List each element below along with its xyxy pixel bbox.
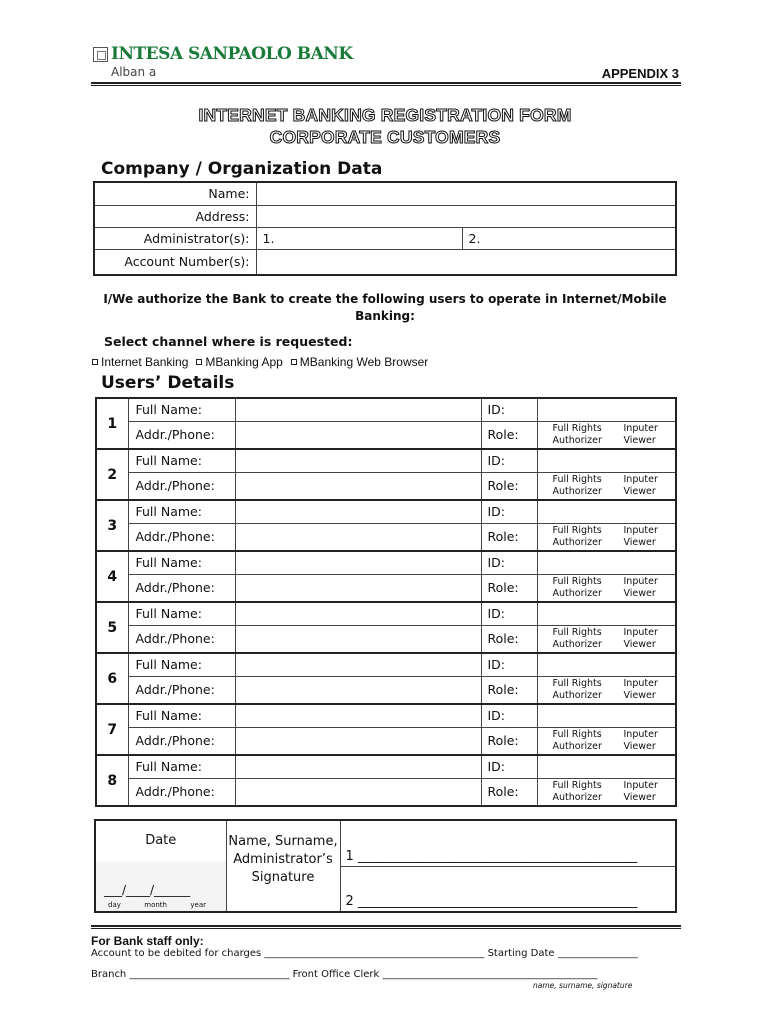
role-viewer[interactable]: Viewer: [623, 740, 656, 752]
signature-table: [94, 819, 677, 913]
addr-phone-label: Addr./Phone:: [128, 523, 235, 551]
user-addr-phone-field[interactable]: [235, 421, 481, 449]
role-authorizer[interactable]: Authorizer: [552, 689, 602, 701]
role-label: Role:: [481, 778, 537, 806]
signature-line-1[interactable]: 1 ___________________________________________: [340, 820, 676, 866]
id-label: ID:: [481, 602, 537, 625]
id-label: ID:: [481, 551, 537, 574]
user-number: 6: [96, 653, 128, 704]
role-inputer[interactable]: Inputer: [623, 525, 658, 537]
role-viewer[interactable]: Viewer: [623, 587, 656, 599]
role-options[interactable]: [537, 523, 676, 551]
role-grid: [538, 627, 676, 650]
checkbox-icon[interactable]: [291, 359, 297, 365]
user-full-name-field[interactable]: [235, 449, 481, 472]
role-full-rights[interactable]: Full Rights: [552, 423, 602, 435]
footer-divider: [91, 925, 681, 929]
user-addr-phone-field[interactable]: [235, 472, 481, 500]
company-address-field[interactable]: [256, 205, 676, 227]
date-cell[interactable]: [95, 820, 226, 912]
role-inputer[interactable]: Inputer: [623, 729, 658, 741]
role-full-rights[interactable]: Full Rights: [552, 525, 602, 537]
role-options[interactable]: [537, 778, 676, 806]
role-options[interactable]: [537, 727, 676, 755]
account-number-field[interactable]: [256, 249, 676, 275]
user-number: 4: [96, 551, 128, 602]
user-id-field[interactable]: [537, 551, 676, 574]
role-options[interactable]: [537, 421, 676, 449]
role-grid: [538, 423, 676, 446]
user-number: 3: [96, 500, 128, 551]
role-grid: [538, 576, 676, 599]
address-label: Address:: [94, 205, 256, 227]
user-addr-phone-field[interactable]: [235, 574, 481, 602]
user-addr-phone-field[interactable]: [235, 625, 481, 653]
role-viewer[interactable]: Viewer: [623, 536, 656, 548]
id-label: ID:: [481, 398, 537, 421]
role-full-rights[interactable]: Full Rights: [552, 729, 602, 741]
user-id-field[interactable]: [537, 398, 676, 421]
channel-label: Internet Banking: [101, 355, 189, 369]
channel-mbanking-app[interactable]: [196, 355, 282, 369]
authorize-text: I/We authorize the Bank to create the following users to operate in Internet/Mobile Banking:: [103, 292, 667, 323]
bank-subtitle: Alban a: [111, 65, 157, 79]
user-id-field[interactable]: [537, 653, 676, 676]
role-label: Role:: [481, 727, 537, 755]
full-name-label: Full Name:: [128, 551, 235, 574]
user-full-name-field[interactable]: [235, 500, 481, 523]
month-label: month: [144, 901, 167, 909]
administrator-2-field[interactable]: 2.: [462, 227, 676, 249]
user-full-name-field[interactable]: [235, 653, 481, 676]
role-grid: [538, 780, 676, 803]
user-number: 8: [96, 755, 128, 806]
role-inputer[interactable]: Inputer: [623, 627, 658, 639]
branch-clerk-line[interactable]: Branch ________________________________ Front Office Clerk ___________________________________________: [91, 969, 598, 980]
user-full-name-field[interactable]: [235, 398, 481, 421]
role-options[interactable]: [537, 625, 676, 653]
full-name-label: Full Name:: [128, 653, 235, 676]
date-line: ___/____/______: [104, 883, 191, 897]
user-id-field[interactable]: [537, 704, 676, 727]
addr-phone-label: Addr./Phone:: [128, 574, 235, 602]
id-label: ID:: [481, 704, 537, 727]
role-full-rights[interactable]: Full Rights: [552, 780, 602, 792]
charges-account-line[interactable]: Account to be debited for charges ____________________________________________ Starting Date ________________: [91, 948, 638, 959]
role-options[interactable]: [537, 676, 676, 704]
addr-phone-label: Addr./Phone:: [128, 472, 235, 500]
signature-line-2[interactable]: 2 ___________________________________________: [340, 866, 676, 912]
user-full-name-field[interactable]: [235, 755, 481, 778]
role-authorizer[interactable]: Authorizer: [552, 791, 602, 803]
role-grid: [538, 525, 676, 548]
user-addr-phone-field[interactable]: [235, 523, 481, 551]
form-title-line1: INTERNET BANKING REGISTRATION FORM: [198, 105, 572, 125]
bank-name: INTESA SANPAOLO BANK: [111, 44, 353, 64]
user-id-field[interactable]: [537, 602, 676, 625]
role-label: Role:: [481, 523, 537, 551]
bank-logo-icon: [93, 47, 108, 62]
role-options[interactable]: [537, 472, 676, 500]
addr-phone-label: Addr./Phone:: [128, 727, 235, 755]
name-label: Name:: [94, 182, 256, 205]
full-name-label: Full Name:: [128, 449, 235, 472]
user-addr-phone-field[interactable]: [235, 727, 481, 755]
header-divider: [91, 82, 681, 86]
channel-label: MBanking Web Browser: [299, 355, 429, 369]
full-name-label: Full Name:: [128, 602, 235, 625]
user-id-field[interactable]: [537, 500, 676, 523]
addr-phone-label: Addr./Phone:: [128, 778, 235, 806]
role-viewer[interactable]: Viewer: [623, 638, 656, 650]
role-full-rights[interactable]: Full Rights: [552, 474, 602, 486]
id-label: ID:: [481, 500, 537, 523]
role-authorizer[interactable]: Authorizer: [552, 536, 602, 548]
id-label: ID:: [481, 449, 537, 472]
full-name-label: Full Name:: [128, 398, 235, 421]
role-inputer[interactable]: Inputer: [623, 780, 658, 792]
role-viewer[interactable]: Viewer: [623, 485, 656, 497]
user-addr-phone-field[interactable]: [235, 676, 481, 704]
administrator-1-field[interactable]: 1.: [256, 227, 462, 249]
id-label: ID:: [481, 755, 537, 778]
role-options[interactable]: [537, 574, 676, 602]
user-number: 5: [96, 602, 128, 653]
account-number-label: Account Number(s):: [94, 249, 256, 275]
role-authorizer[interactable]: Authorizer: [552, 485, 602, 497]
role-full-rights[interactable]: Full Rights: [552, 576, 602, 588]
addr-phone-label: Addr./Phone:: [128, 676, 235, 704]
day-label: day: [108, 901, 121, 909]
role-label: Role:: [481, 421, 537, 449]
role-grid: [538, 729, 676, 752]
role-full-rights[interactable]: Full Rights: [552, 627, 602, 639]
users-table: [95, 397, 677, 807]
date-sublabels: [108, 901, 208, 909]
role-viewer[interactable]: Viewer: [623, 434, 656, 446]
users-heading: Users’ Details: [101, 373, 235, 393]
role-authorizer[interactable]: Authorizer: [552, 587, 602, 599]
bank-staff-heading: For Bank staff only:: [91, 934, 204, 948]
role-viewer[interactable]: Viewer: [623, 791, 656, 803]
date-label: Date: [145, 833, 177, 848]
checkbox-icon[interactable]: [92, 359, 98, 365]
user-number: 1: [96, 398, 128, 449]
channel-options: [92, 355, 428, 369]
role-authorizer[interactable]: Authorizer: [552, 638, 602, 650]
company-heading: Company / Organization Data: [101, 159, 383, 179]
channel-label: MBanking App: [205, 355, 283, 369]
role-label: Role:: [481, 472, 537, 500]
company-name-field[interactable]: [256, 182, 676, 205]
channel-internet-banking[interactable]: [92, 355, 188, 369]
role-inputer[interactable]: Inputer: [623, 474, 658, 486]
administrator-label: Administrator(s):: [94, 227, 256, 249]
company-table: [93, 181, 677, 276]
checkbox-icon[interactable]: [196, 359, 202, 365]
user-id-field[interactable]: [537, 755, 676, 778]
year-label: year: [190, 901, 206, 909]
user-number: 7: [96, 704, 128, 755]
appendix-label: APPENDIX 3: [601, 66, 679, 81]
user-full-name-field[interactable]: [235, 704, 481, 727]
id-label: ID:: [481, 653, 537, 676]
user-addr-phone-field[interactable]: [235, 778, 481, 806]
user-full-name-field[interactable]: [235, 551, 481, 574]
addr-phone-label: Addr./Phone:: [128, 625, 235, 653]
role-inputer[interactable]: Inputer: [623, 576, 658, 588]
role-authorizer[interactable]: Authorizer: [552, 740, 602, 752]
role-inputer[interactable]: Inputer: [623, 678, 658, 690]
role-inputer[interactable]: Inputer: [623, 423, 658, 435]
signature-name-label: Name, Surname, Administrator’s Signature: [226, 820, 340, 912]
role-authorizer[interactable]: Authorizer: [552, 434, 602, 446]
user-full-name-field[interactable]: [235, 602, 481, 625]
role-label: Role:: [481, 625, 537, 653]
full-name-label: Full Name:: [128, 704, 235, 727]
signature-note: name, surname, signature: [533, 981, 633, 990]
role-label: Role:: [481, 676, 537, 704]
role-grid: [538, 678, 676, 701]
addr-phone-label: Addr./Phone:: [128, 421, 235, 449]
full-name-label: Full Name:: [128, 500, 235, 523]
role-grid: [538, 474, 676, 497]
user-number: 2: [96, 449, 128, 500]
form-title-line2: CORPORATE CUSTOMERS: [269, 127, 501, 147]
channel-mbanking-web[interactable]: [291, 355, 429, 369]
full-name-label: Full Name:: [128, 755, 235, 778]
role-viewer[interactable]: Viewer: [623, 689, 656, 701]
role-label: Role:: [481, 574, 537, 602]
user-id-field[interactable]: [537, 449, 676, 472]
role-full-rights[interactable]: Full Rights: [552, 678, 602, 690]
channel-heading: Select channel where is requested:: [104, 334, 353, 349]
